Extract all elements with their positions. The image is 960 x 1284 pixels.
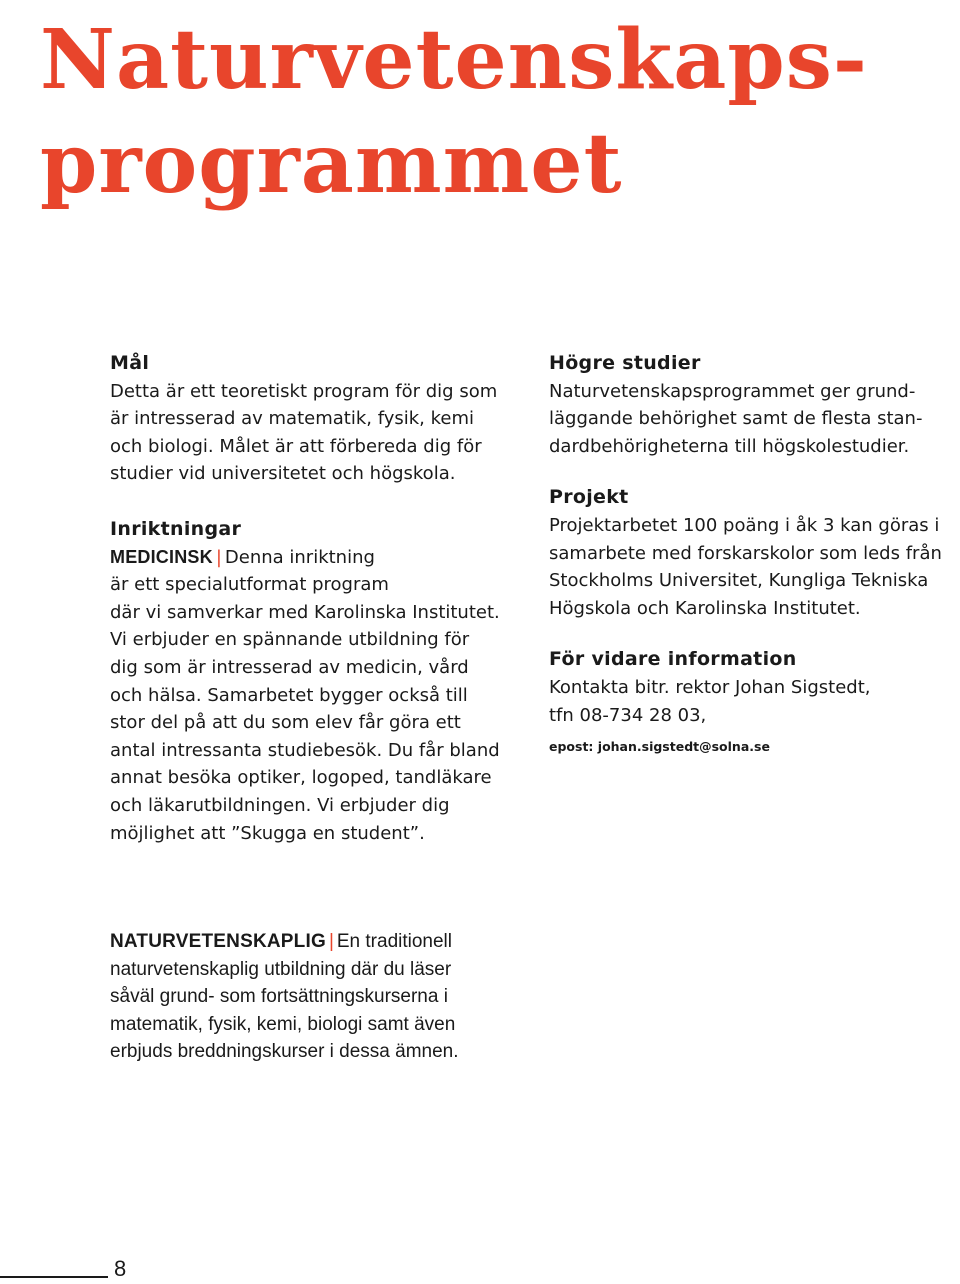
section-projekt [549,484,959,622]
section-heading-hogre-studier: Högre studier [549,352,701,374]
inriktningar-line-5: och hälsa. Samarbetet bygger också till [110,684,468,706]
inriktningar-line-2: där vi samverkar med Karolinska Institutet. [110,601,500,623]
inriktningar-line-8: annat besöka optiker, logoped, tandläkare [110,767,492,789]
projekt-line-1: Projektarbetet 100 poäng i åk 3 kan göras i [549,514,940,536]
projekt-line-3: Stockholms Universitet, Kungliga Tekniska [549,570,929,592]
inriktningar-line-1: är ett specialutformat program [110,574,389,596]
inriktningar-line-3: Vi erbjuder en spännande utbildning för [110,629,470,651]
naturvetenskaplig-first-line-text: En traditionell [336,931,452,952]
information-line-1: Kontakta bitr. rektor Johan Sigstedt, [549,676,871,698]
naturvetenskaplig-line-2: såväl grund- som fortsättningskurserna i [110,986,448,1008]
inriktning-label-naturvetenskaplig: NATURVETENSKAPLIG [110,931,326,952]
section-inriktningar [110,516,530,847]
naturvetenskaplig-first-line [110,928,530,956]
inriktningar-line-9: och läkarutbildningen. Vi erbjuder dig [110,794,450,816]
hogre-studier-line-2: läggande behörighet samt de flesta stan- [549,408,923,430]
page-title [40,8,940,216]
left-column [110,350,530,847]
information-line-2: tfn 08-734 28 03, [549,704,707,726]
section-heading-information: För vidare information [549,648,797,671]
inriktning-label-medicinsk: MEDICINSK [110,546,213,567]
page-title-line-2: programmet [40,116,623,212]
contact-email: epost: johan.sigstedt@solna.se [549,739,770,755]
separator-bar: | [328,931,334,952]
section-spacer [549,622,959,646]
section-naturvetenskaplig [110,928,530,1066]
inriktningar-line-4: dig som är intresserad av medicin, vård [110,656,469,678]
separator-bar: | [215,546,222,568]
page-number: 8 [114,1256,127,1281]
mal-line-4: studier vid universitetet och högskola. [110,463,456,485]
hogre-studier-line-3: dardbehörigheterna till högskolestudier. [549,435,910,457]
mal-line-1: Detta är ett teoretiskt program för dig som [110,380,498,402]
naturvetenskaplig-line-1: naturvetenskaplig utbildning där du läser [110,958,452,980]
section-heading-inriktningar: Inriktningar [110,517,242,540]
page-title-line-1: Naturvetenskaps- [40,12,868,108]
section-spacer [110,488,530,516]
projekt-line-2: samarbete med forskarskolor som leds från [549,542,942,564]
inriktningar-line-10: möjlighet att ”Skugga en student”. [110,822,425,844]
footer-rule [0,1276,108,1278]
section-heading-mal: Mål [110,352,150,374]
inriktningar-first-line [110,544,530,572]
section-heading-projekt: Projekt [549,486,629,509]
naturvetenskaplig-line-4: erbjuds breddningskurser i dessa ämnen. [110,1041,459,1063]
hogre-studier-line-1: Naturvetenskapsprogrammet ger grund- [549,380,916,402]
naturvetenskaplig-line-3: matematik, fysik, kemi, biologi samt även [110,1013,456,1035]
mal-line-2: är intresserad av matematik, fysik, kemi [110,408,475,430]
inriktningar-line-6: stor del på att du som elev får göra ett [110,712,461,734]
inriktningar-first-line-text: Denna inriktning [224,546,375,568]
mal-line-3: och biologi. Målet är att förbereda dig för [110,435,482,457]
right-column [549,350,959,757]
section-mal [110,350,530,488]
inriktningar-line-7: antal intressanta studiebesök. Du får bland [110,739,500,761]
section-hogre-studier [549,350,959,460]
projekt-line-4: Högskola och Karolinska Institutet. [549,597,861,619]
section-spacer [549,460,959,484]
section-information [549,646,959,757]
